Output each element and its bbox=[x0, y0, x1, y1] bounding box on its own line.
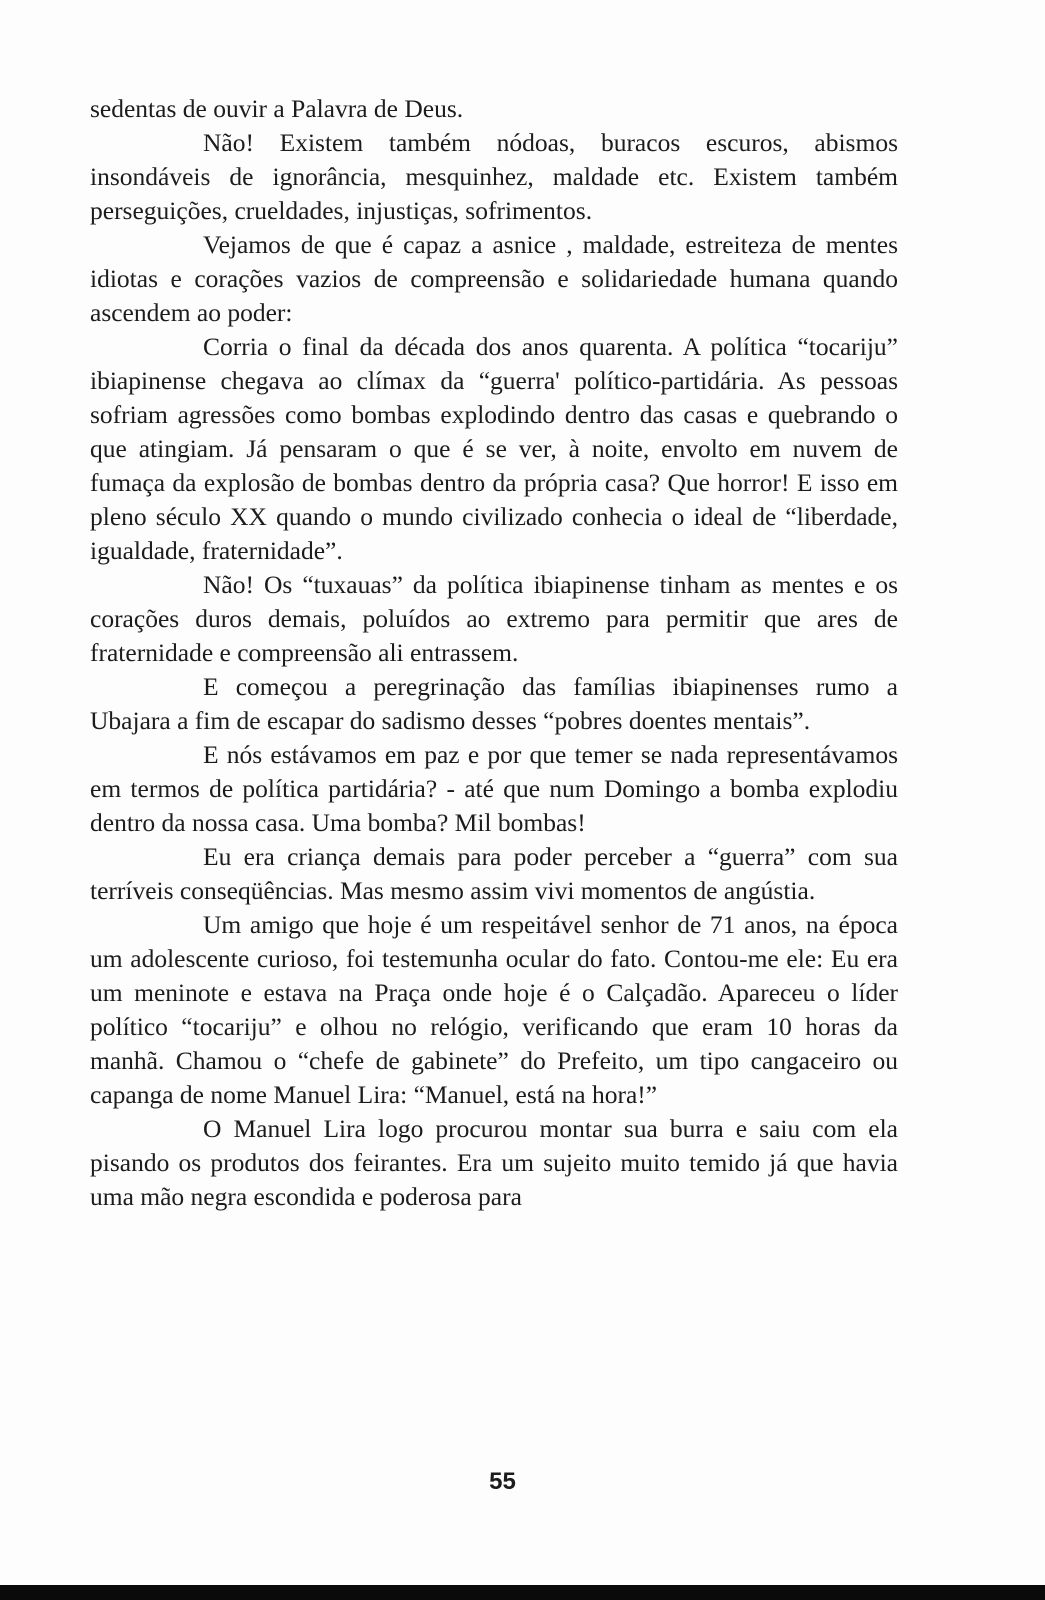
paragraph: sedentas de ouvir a Palavra de Deus. bbox=[90, 94, 464, 123]
paragraph: Não! Os “tuxauas” da política ibiapinense tinham as mentes e os corações duros demais, poluídos ao extremo para permitir que ares de fraternidade e compreensão ali entrassem. bbox=[90, 570, 898, 667]
paragraph: Um amigo que hoje é um respeitável senhor de 71 anos, na época um adolescente curioso, foi testemunha ocular do fato. Contou-me ele: Eu era um meninote e estava na Praça onde hoje é o Calçadão. Apareceu o líder político “tocariju” e olhou no relógio, verificando que eram 10 horas da manhã. Chamou o “chefe de gabinete” do Prefeito, um tipo cangaceiro ou capanga de nome Manuel Lira: “Manuel, está na hora!” bbox=[90, 910, 898, 1109]
page-number: 55 bbox=[489, 1468, 516, 1495]
paragraph: E começou a peregrinação das famílias ibiapinenses rumo a Ubajara a fim de escapar do sadismo desses “pobres doentes mentais”. bbox=[90, 672, 898, 735]
paragraph: Não! Existem também nódoas, buracos escuros, abismos insondáveis de ignorância, mesquinhez, maldade etc. Existem também perseguições, crueldades, injustiças, sofrimentos. bbox=[90, 128, 898, 225]
paragraph: Vejamos de que é capaz a asnice , maldade, estreiteza de mentes idiotas e corações vazios de compreensão e solidariedade humana quando ascendem ao poder: bbox=[90, 230, 898, 327]
paragraph: Corria o final da década dos anos quarenta. A política “tocariju” ibiapinense chegava ao clímax da “guerra' político-partidária. As pessoas sofriam agressões como bombas explodindo dentro das casas e quebrando o que atingiam. Já pensaram o que é se ver, à noite, envolto em nuvem de fumaça da explosão de bombas dentro da própria casa? Que horror! E isso em pleno século XX quando o mundo civilizado conhecia o ideal de “liberdade, igualdade, fraternidade”. bbox=[90, 332, 898, 565]
scan-bottom-edge bbox=[0, 1585, 1045, 1600]
paragraph: Eu era criança demais para poder perceber a “guerra” com sua terríveis conseqüências. Mas mesmo assim vivi momentos de angústia. bbox=[90, 842, 898, 905]
paragraph: O Manuel Lira logo procurou montar sua burra e saiu com ela pisando os produtos dos feirantes. Era um sujeito muito temido já que havia uma mão negra escondida e poderosa para bbox=[90, 1114, 898, 1211]
body-text bbox=[90, 92, 898, 1214]
paragraph: E nós estávamos em paz e por que temer se nada representávamos em termos de política partidária? - até que num Domingo a bomba explodiu dentro da nossa casa. Uma bomba? Mil bombas! bbox=[90, 740, 898, 837]
